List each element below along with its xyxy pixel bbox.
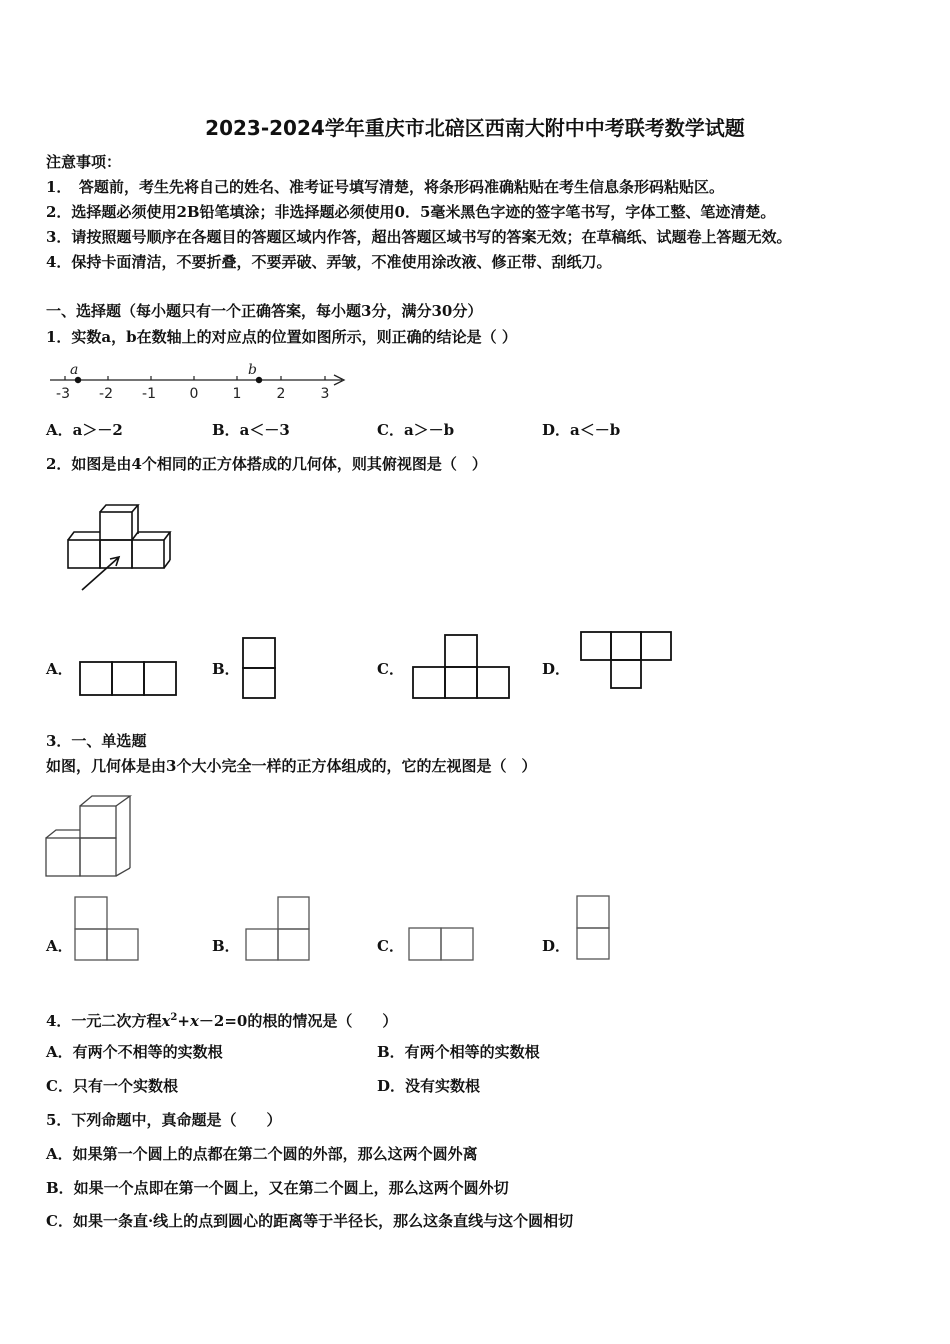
axis-tick-label: 0 [189, 386, 199, 402]
q1-stem: 1．实数a，b在数轴上的对应点的位置如图所示，则正确的结论是（ ） [46, 328, 517, 346]
q3-option-d-label[interactable]: D． [542, 937, 571, 955]
section-heading: 一、选择题（每小题只有一个正确答案，每小题3分，满分30分） [46, 302, 483, 320]
q3-option-a-label[interactable]: A． [46, 937, 73, 955]
q5-stem: 5．下列命题中，真命题是（ ） [46, 1111, 282, 1129]
q2-solid-figure [60, 498, 190, 598]
q3-option-c-figure[interactable] [407, 926, 477, 964]
notice-item-3: 3．请按照题号顺序在各题目的答题区域内作答，超出答题区域书写的答案无效；在草稿纸、试题卷上答题无效。 [46, 228, 792, 246]
axis-tick-label: 3 [320, 386, 330, 402]
q1-option-d[interactable]: D．a＜－b [542, 421, 621, 439]
point-a-label: a [70, 362, 79, 378]
q3-stem: 如图，几何体是由3个大小完全一样的正方体组成的，它的左视图是（ ） [46, 757, 537, 775]
q3-option-a-figure[interactable] [73, 895, 141, 963]
point-b-label: b [248, 362, 257, 378]
axis-tick-label: -3 [56, 386, 70, 402]
q1-number-line [46, 360, 356, 404]
q4-option-a[interactable]: A．有两个不相等的实数根 [46, 1043, 223, 1061]
q2-option-b-label[interactable]: B． [212, 660, 240, 678]
notice-item-1: 1． 答题前，考生先将自己的姓名、准考证号填写清楚，将条形码准确粘贴在考生信息条形码粘贴区。 [46, 178, 724, 196]
q4-stem: 4．一元二次方程$x^2+x-2=0$的根的情况是（ ） [46, 1012, 398, 1030]
q1-option-c[interactable]: C．a＞－b [377, 421, 455, 439]
q2-option-d-figure[interactable] [579, 630, 675, 692]
q4-option-b[interactable]: B．有两个相等的实数根 [377, 1043, 540, 1061]
axis-tick-label: 1 [232, 386, 242, 402]
q1-option-b[interactable]: B．a＜－3 [212, 421, 290, 439]
axis-tick-label: 2 [276, 386, 286, 402]
q3-solid-figure [44, 794, 134, 880]
axis-tick-label: -1 [142, 386, 156, 402]
q3-option-c-label[interactable]: C． [377, 937, 404, 955]
q5-option-a[interactable]: A．如果第一个圆上的点都在第二个圆的外部，那么这两个圆外离 [46, 1145, 478, 1163]
q2-option-a-label[interactable]: A． [46, 660, 73, 678]
q4-option-c[interactable]: C．只有一个实数根 [46, 1077, 178, 1095]
q3-header: 3．一、单选题 [46, 732, 147, 750]
axis-tick-label: -2 [99, 386, 113, 402]
q5-option-b[interactable]: B．如果一个点即在第一个圆上，又在第二个圆上，那么这两个圆外切 [46, 1179, 509, 1197]
q2-option-b-figure[interactable] [241, 636, 279, 702]
q5-option-c[interactable]: C．如果一条直·线上的点到圆心的距离等于半径长，那么这条直线与这个圆相切 [46, 1212, 574, 1230]
q3-option-b-label[interactable]: B． [212, 937, 240, 955]
q2-stem: 2．如图是由4个相同的正方体搭成的几何体，则其俯视图是（ ） [46, 455, 487, 473]
notice-item-2: 2．选择题必须使用2B铅笔填涂；非选择题必须使用0．5毫米黑色字迹的签字笔书写，字体工整、笔迹清楚。 [46, 203, 776, 221]
q3-option-b-figure[interactable] [244, 895, 312, 963]
q2-option-c-figure[interactable] [411, 633, 513, 701]
q1-option-a[interactable]: A．a＞－2 [46, 421, 123, 439]
notice-item-4: 4．保持卡面清洁，不要折叠，不要弄破、弄皱，不准使用涂改液、修正带、刮纸刀。 [46, 253, 612, 271]
notice-heading: 注意事项： [46, 153, 122, 171]
q2-option-a-figure[interactable] [78, 660, 180, 698]
q2-option-c-label[interactable]: C． [377, 660, 404, 678]
q3-option-d-figure[interactable] [575, 894, 613, 962]
page-title: 2023-2024学年重庆市北碚区西南大附中中考联考数学试题 [205, 116, 745, 140]
q4-option-d[interactable]: D．没有实数根 [377, 1077, 481, 1095]
q2-option-d-label[interactable]: D． [542, 660, 571, 678]
